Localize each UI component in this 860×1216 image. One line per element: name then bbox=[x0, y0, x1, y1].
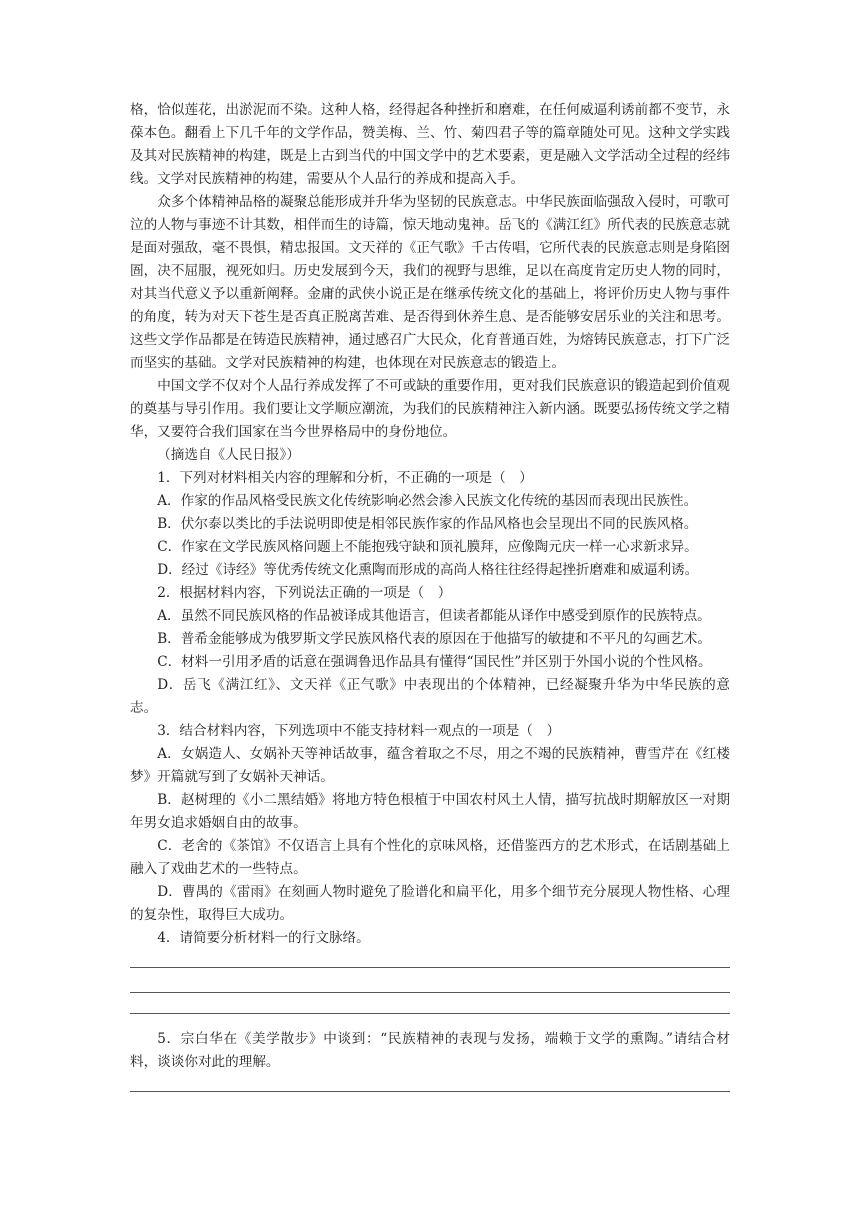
question-4 bbox=[130, 927, 730, 1014]
option-a: A．虽然不同民族风格的作品被译成其他语言，但读者都能从译作中感受到原作的民族特点。 bbox=[157, 608, 711, 624]
option-d: D．经过《诗经》等优秀传统文化熏陶而形成的高尚人格往往经得起挫折磨难和威逼利诱。 bbox=[157, 562, 699, 578]
option-b: B．赵树理的《小二黑结婚》将地方特色根植于中国农村风土人情，描写抗战时期解放区一对期年男女追求婚姻自由的故事。 bbox=[130, 792, 730, 831]
option-d: D．岳飞《满江红》、文天祥《正气歌》中表现出的个体精神，已经凝聚升华为中华民族的意志。 bbox=[130, 677, 730, 716]
question-2 bbox=[130, 582, 730, 720]
option-b: B．伏尔泰以类比的手法说明即使是相邻民族作家的作品风格也会呈现出不同的民族风格。 bbox=[157, 516, 698, 532]
option-c: C．材料一引用矛盾的话意在强调鲁迅作品具有懂得“国民性”并区别于外国小说的个性风格。 bbox=[157, 654, 712, 670]
source-citation: （摘选自《人民日报》） bbox=[157, 447, 300, 463]
paragraph: 中国文学不仅对个人品行养成发挥了不可或缺的重要作用，更对我们民族意识的锻造起到价值观的奠基与导引作用。我们要让文学顺应潮流，为我们的民族精神注入新内涵。既要弘扬传统文学之精华，又要符合我们国家在当今世界格局中的身份地位。 bbox=[130, 378, 730, 440]
paragraph: 众多个体精神品格的凝聚总能形成并升华为坚韧的民族意志。中华民族面临强敌入侵时，可歌可泣的人物与事迹不计其数，相伴而生的诗篇，惊天地动鬼神。岳飞的《满江红》所代表的民族意志就是面对强敌，毫不畏惧，精忠报国。文天祥的《正气歌》千古传唱，它所代表的民族意志则是身陷囹圄，决不屈服，视死如归。历史发展到今天，我们的视野与思维，足以在高度肯定历史人物的同时，对其当代意义予以重新阐释。金庸的武侠小说正是在继承传统文化的基础上，将评价历史人物与事件的角度，转为对天下苍生是否真正脱离苦难、是否得到休养生息、是否能够安居乐业的关注和思考。这些文学作品都是在铸造民族精神，通过感召广大民众，化育普通百姓，为熔铸民族意志，打下广泛而坚实的基础。文学对民族精神的构建，也体现在对民族意志的锻造上。 bbox=[130, 194, 730, 371]
option-a: A．女娲造人、女娲补天等神话故事，蕴含着取之不尽，用之不竭的民族精神，曹雪芹在《红楼梦》开篇就写到了女娲补天神话。 bbox=[130, 746, 730, 785]
option-c: C．老舍的《茶馆》不仅语言上具有个性化的京味风格，还借鉴西方的艺术形式，在话剧基础上融入了戏曲艺术的一些特点。 bbox=[130, 838, 730, 877]
question-stem: 2．根据材料内容，下列说法正确的一项是（ ） bbox=[157, 585, 452, 601]
paragraph-continued: 格，恰似莲花，出淤泥而不染。这种人格，经得起各种挫折和磨难，在任何威逼利诱前都不变节，永葆本色。翻看上下几千年的文学作品，赞美梅、兰、竹、菊四君子等的篇章随处可见。这种文学实践及其对民族精神的构建，既是上古到当代的中国文学中的艺术要素，更是融入文学活动全过程的经纬线。文学对民族精神的构建，需要从个人品行的养成和提高入手。 bbox=[130, 102, 730, 187]
question-3 bbox=[130, 720, 730, 927]
document-body bbox=[130, 99, 730, 1092]
question-stem: 1．下列对材料相关内容的理解和分析，不正确的一项是（ ） bbox=[157, 470, 533, 486]
question-stem: 3．结合材料内容，下列选项中不能支持材料一观点的一项是（ ） bbox=[157, 723, 561, 739]
option-b: B．普希金能够成为俄罗斯文学民族风格代表的原因在于他描写的敏捷和不平凡的勾画艺术。 bbox=[157, 631, 711, 647]
option-c: C．作家在文学民族风格问题上不能抱残守缺和顶礼膜拜，应像陶元庆一样一心求新求异。 bbox=[157, 539, 698, 555]
question-5 bbox=[130, 1028, 730, 1092]
option-d: D．曹禺的《雷雨》在刻画人物时避免了脸谱化和扁平化，用多个细节充分展现人物性格、心理的复杂性，取得巨大成功。 bbox=[130, 884, 730, 923]
question-stem: 4．请简要分析材料一的行文脉络。 bbox=[157, 930, 370, 946]
answer-line[interactable] bbox=[130, 1091, 730, 1092]
question-1 bbox=[130, 467, 730, 582]
question-stem: 5．宗白华在《美学散步》中谈到：“民族精神的表现与发扬，端赖于文学的熏陶。”请结合材料，谈谈你对此的理解。 bbox=[130, 1031, 730, 1070]
option-a: A．作家的作品风格受民族文化传统影响必然会渗入民族文化传统的基因而表现出民族性。 bbox=[157, 493, 698, 509]
